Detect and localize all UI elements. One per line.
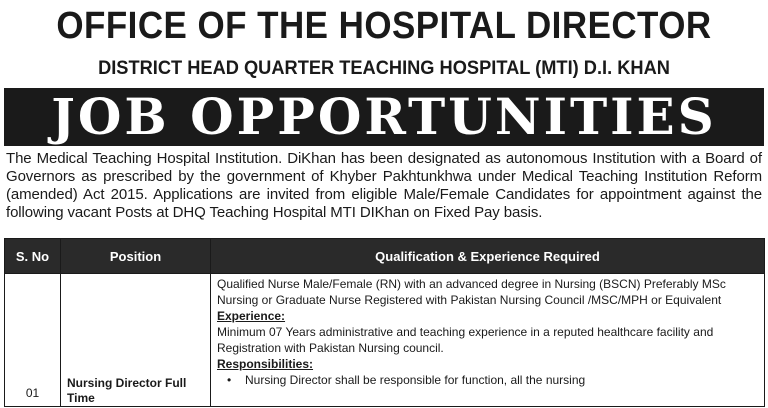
vacancy-table <box>4 238 765 407</box>
experience-heading: Experience: <box>217 309 286 323</box>
responsibility-text: Nursing Director shall be responsible for function, all the nursing <box>245 373 586 387</box>
hospital-name: DISTRICT HEAD QUARTER TEACHING HOSPITAL (MTI) D.I. KHAN <box>98 58 670 79</box>
job-opportunities-banner: JOB OPPORTUNITIES <box>4 88 764 146</box>
table-header-row <box>5 239 765 274</box>
header-position: Position <box>61 239 211 274</box>
intro-paragraph: The Medical Teaching Hospital Institution. DiKhan has been designated as autonomous Institution with a Board of Governors as prescribed by the government of Khyber Pakhtunkhwa under Medical Teaching Institution Reform (amended) Act 2015. Applications are invited from eligible Male/Female Candidates for appointment against the following vacant Posts at DHQ Teaching Hospital MTI DIKhan on Fixed Pay basis. <box>6 150 762 221</box>
row-sno: 01 <box>5 274 61 407</box>
office-title: OFFICE OF THE HOSPITAL DIRECTOR <box>56 5 712 47</box>
header-qualification: Qualification & Experience Required <box>211 239 765 274</box>
responsibilities-heading: Responsibilities: <box>217 357 314 371</box>
table-row <box>5 274 765 407</box>
row-qualification-cell <box>211 274 765 407</box>
row-position: Nursing Director Full Time <box>61 274 211 407</box>
header-sno: S. No <box>5 239 61 274</box>
experience-text: Minimum 07 Years administrative and teaching experience in a reputed healthcare facility and Registration with Pakistan Nursing council. <box>217 325 714 355</box>
qualification-text: Qualified Nurse Male/Female (RN) with an advanced degree in Nursing (BSCN) Preferably MSc Nursing or Graduate Nurse Registered with Pakistan Nursing Council /MSC/MPH or Equivalent <box>217 277 726 307</box>
responsibility-item <box>217 372 758 388</box>
bullet-icon: • <box>227 373 232 387</box>
